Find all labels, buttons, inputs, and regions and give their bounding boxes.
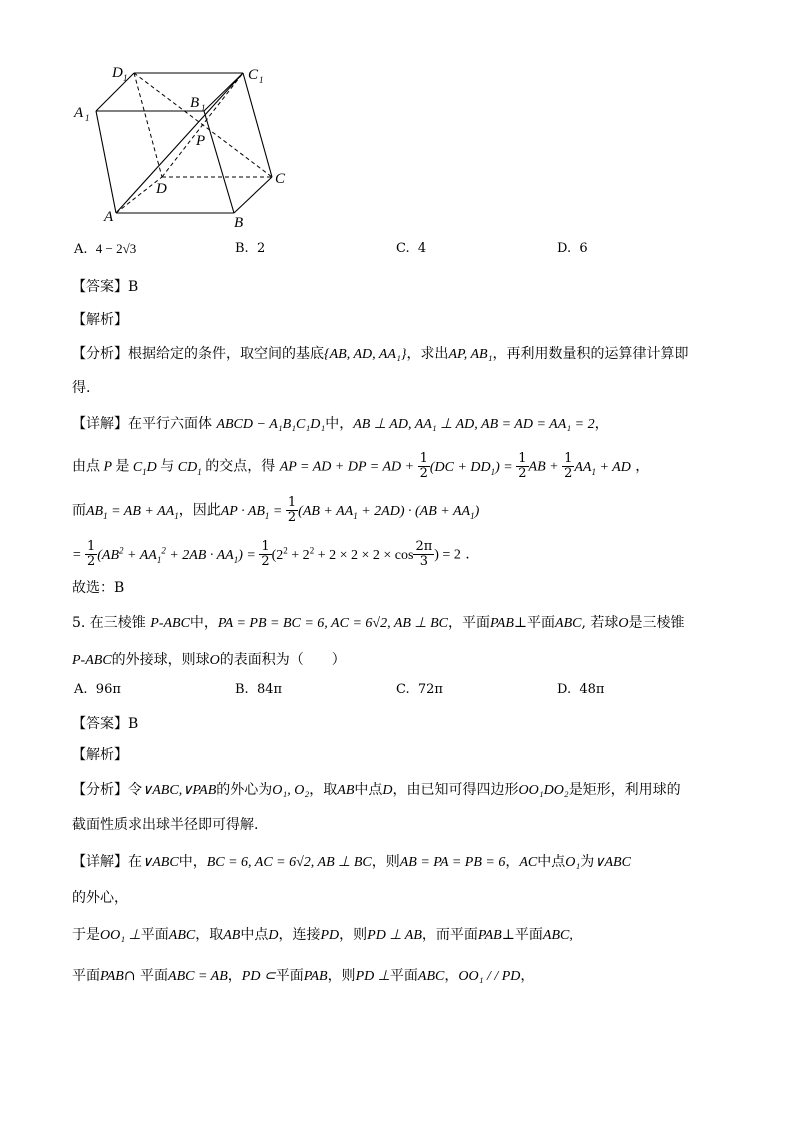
q5-option-d: D. 48π	[557, 682, 605, 697]
q5-xiangjie-line2: 的外心，	[72, 890, 128, 906]
q4-jiexi: 【解析】	[72, 312, 128, 328]
q5-answer: 【答案】B	[72, 716, 139, 732]
label-b1-sub: 1	[201, 103, 206, 113]
label-a: A	[104, 209, 114, 225]
label-c1-sub: 1	[259, 75, 264, 85]
label-d1-sub: 1	[123, 73, 128, 83]
edge-a1a	[96, 111, 116, 213]
q5-fenxi-line1: 【分析】令∨ABC,∨PAB的外心为O₁, O₂，取AB中点D，由已知可得四边形OO₁DO₂是矩形，利用球的	[72, 782, 681, 798]
q4-xiangjie-line2: 由点 P 是 $C_1D$ 与 $CD_1$ 的交点，得 AP = AD + DP = AD + $\frac{1}{2}$ $(DC + DD_1)$ = $\frac{1}{2}$ AB + $\frac{1}{2}$ $AA_1$ + AD ，	[72, 451, 650, 481]
label-c1: C	[248, 67, 259, 83]
label-a1: A	[74, 105, 84, 121]
q4-option-c: C. 4	[396, 241, 427, 256]
label-d1: D	[112, 65, 123, 81]
q4-guxuan: 故选：B	[72, 580, 125, 596]
label-b1: B	[190, 95, 200, 111]
q5-fenxi-line2: 截面性质求出球半径即可得解.	[72, 817, 259, 833]
label-a1-sub: 1	[85, 113, 90, 123]
edge-bc	[234, 177, 272, 213]
q4-fenxi-line1: 【分析】根据给定的条件，取空间的基底{AB, AD, AA₁}，求出AP, AB₁，再利用数量积的运算律计算即	[72, 346, 689, 362]
q5-option-a: A. 96π	[74, 682, 121, 697]
q5-xiangjie-line3: 于是OO₁ ⊥平面ABC，取AB中点D，连接PD，则PD ⊥ AB，而平面PAB⊥平面ABC,	[72, 927, 573, 943]
label-c: C	[275, 171, 286, 187]
q5-xiangjie-line4: 平面PAB∩ 平面ABC = AB，PD ⊂平面PAB，则PD ⊥平面ABC，OO₁ / / PD，	[72, 968, 535, 984]
q4-option-d: D. 6	[557, 241, 588, 256]
edge-b1b	[204, 111, 234, 213]
q5-stem-line1: 5. 在三棱锥 P-ABC中，PA = PB = BC = 6, AC = 6√2, AB ⊥ BC，平面PAB⊥平面ABC, 若球O是三棱锥	[72, 615, 685, 631]
edge-d1d	[134, 73, 162, 177]
diag-dc1	[162, 73, 243, 177]
q5-option-b: B. 84π	[235, 682, 283, 697]
q4-option-a: A. 4 − 2√3	[74, 241, 137, 257]
edge-c1c	[243, 73, 272, 177]
q5-stem-line2: P-ABC的外接球，则球O的表面积为（ ）	[72, 652, 346, 668]
parallelepiped-diagram	[70, 55, 300, 235]
q4-fenxi-line2: 得.	[72, 380, 91, 396]
diag-ac1	[116, 73, 243, 213]
q5-xiangjie-line1: 【详解】在∨ABC中，BC = 6, AC = 6√2, AB ⊥ BC，则AB = PA = PB = 6，AC中点O₁为∨ABC	[72, 854, 631, 870]
q4-xiangjie-line1: 【详解】在平行六面体 ABCD − A₁B₁C₁D₁中，AB ⊥ AD, AA₁ ⊥ AD, AB = AD = AA₁ = 2，	[72, 416, 609, 432]
label-p: P	[196, 133, 206, 149]
q4-xiangjie-line3: 而$AB_1$ = AB + $AA_1$，因此AP · $AB_1$ = $\frac{1}{2}$ $(AB + AA_1 + 2AD) \cdot (AB + AA_1)$	[72, 495, 480, 525]
q4-option-b: B. 2	[235, 241, 266, 256]
label-b: B	[234, 215, 244, 231]
label-d: D	[156, 181, 167, 197]
q4-answer: 【答案】B	[72, 279, 139, 295]
q5-option-c: C. 72π	[396, 682, 443, 697]
parallelepiped-figure	[70, 55, 300, 235]
q5-jiexi: 【解析】	[72, 747, 128, 763]
q4-xiangjie-line4: = $\frac{1}{2}$ $(AB^2 + AA_1^2 + 2AB \cdot AA_1)$ = $\frac{1}{2}$ ($2^2 + 2^2 + 2 \times 2 \times 2 \times \cos$ $\frac{2\pi}{3}$ ) = 2 .	[72, 539, 470, 570]
